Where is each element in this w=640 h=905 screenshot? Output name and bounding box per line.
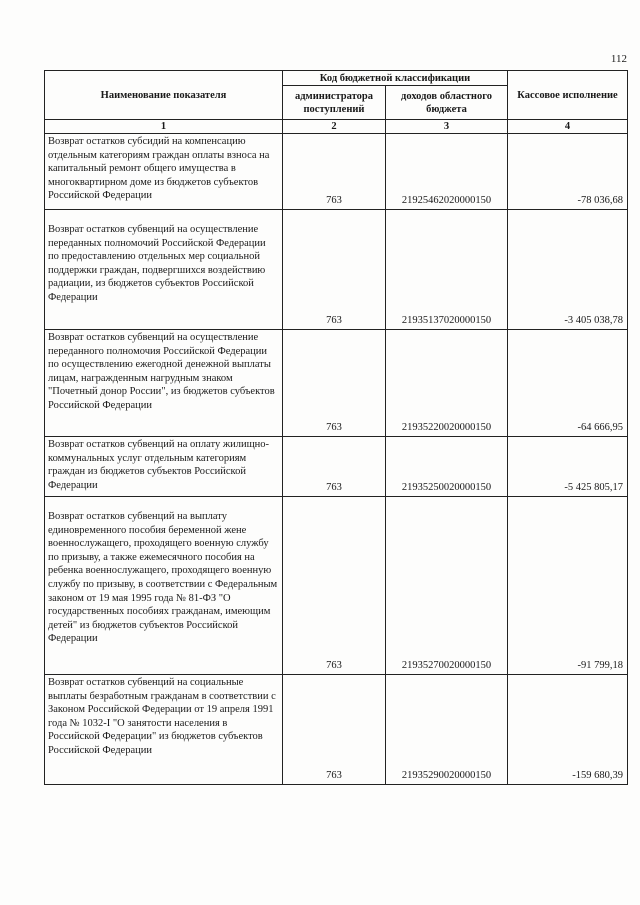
column-number-row <box>45 120 628 134</box>
table-row <box>45 134 628 210</box>
column-number: 1 <box>45 120 283 134</box>
admin-code: 763 <box>283 330 386 437</box>
income-code: 21935220020000150 <box>386 330 508 437</box>
income-code: 21925462020000150 <box>386 134 508 210</box>
page-number: 112 <box>610 53 627 65</box>
income-code: 21935250020000150 <box>386 437 508 497</box>
header-admin: администратора поступлений <box>283 86 386 120</box>
admin-code: 763 <box>283 134 386 210</box>
cash-amount: -78 036,68 <box>508 134 628 210</box>
cash-amount: -3 405 038,78 <box>508 210 628 330</box>
indicator-name: Возврат остатков субвенций на социальные выплаты безработным гражданам в соответствии с Законом Российской Федерации от 19 апреля 1991 года № 1032-I "О занятости населения в Российской Федерации" из бюджетов субъектов Российской Федерации <box>45 675 283 785</box>
indicator-name: Возврат остатков субвенций на выплату единовременного пособия беременной жене военнослужащего, проходящего военную службу по призыву, а также ежемесячного пособия на ребенка военнослужащего, проходящего военную службу по призыву, в соответствии с Федеральным законом от 19 мая 1995 года № 81-ФЗ "О государственных пособиях гражданам, имеющим детей" из бюджетов субъектов Российской Федерации <box>45 497 283 675</box>
table-row <box>45 437 628 497</box>
table-row <box>45 330 628 437</box>
column-number: 3 <box>386 120 508 134</box>
cash-amount: -5 425 805,17 <box>508 437 628 497</box>
cash-amount: -64 666,95 <box>508 330 628 437</box>
admin-code: 763 <box>283 675 386 785</box>
table-row <box>45 497 628 675</box>
header-code-group: Код бюджетной классификации <box>283 71 508 86</box>
header-amount: Кассовое исполнение <box>508 71 628 120</box>
header-income: доходов областного бюджета <box>386 86 508 120</box>
budget-table <box>44 70 628 785</box>
cash-amount: -159 680,39 <box>508 675 628 785</box>
admin-code: 763 <box>283 210 386 330</box>
indicator-name: Возврат остатков субвенций на осуществление переданных полномочий Российской Федерации по предоставлению отдельных мер социальной поддержки граждан, подвергшихся воздействию радиации, из бюджетов субъектов Российской Федерации <box>45 210 283 330</box>
indicator-name: Возврат остатков субвенций на оплату жилищно-коммунальных услуг отдельным категориям граждан из бюджетов субъектов Российской Федерации <box>45 437 283 497</box>
header-name: Наименование показателя <box>45 71 283 120</box>
income-code: 21935290020000150 <box>386 675 508 785</box>
table-row <box>45 675 628 785</box>
indicator-name: Возврат остатков субвенций на осуществление переданного полномочия Российской Федерации по осуществлению ежегодной денежной выплаты лицам, награжденным нагрудным знаком "Почетный донор России", из бюджетов субъектов Российской Федерации <box>45 330 283 437</box>
column-number: 4 <box>508 120 628 134</box>
cash-amount: -91 799,18 <box>508 497 628 675</box>
admin-code: 763 <box>283 437 386 497</box>
column-number: 2 <box>283 120 386 134</box>
indicator-name: Возврат остатков субсидий на компенсацию отдельным категориям граждан оплаты взноса на капитальный ремонт общего имущества в многоквартирном доме из бюджетов субъектов Российской Федерации <box>45 134 283 210</box>
table-row <box>45 210 628 330</box>
admin-code: 763 <box>283 497 386 675</box>
income-code: 21935137020000150 <box>386 210 508 330</box>
income-code: 21935270020000150 <box>386 497 508 675</box>
